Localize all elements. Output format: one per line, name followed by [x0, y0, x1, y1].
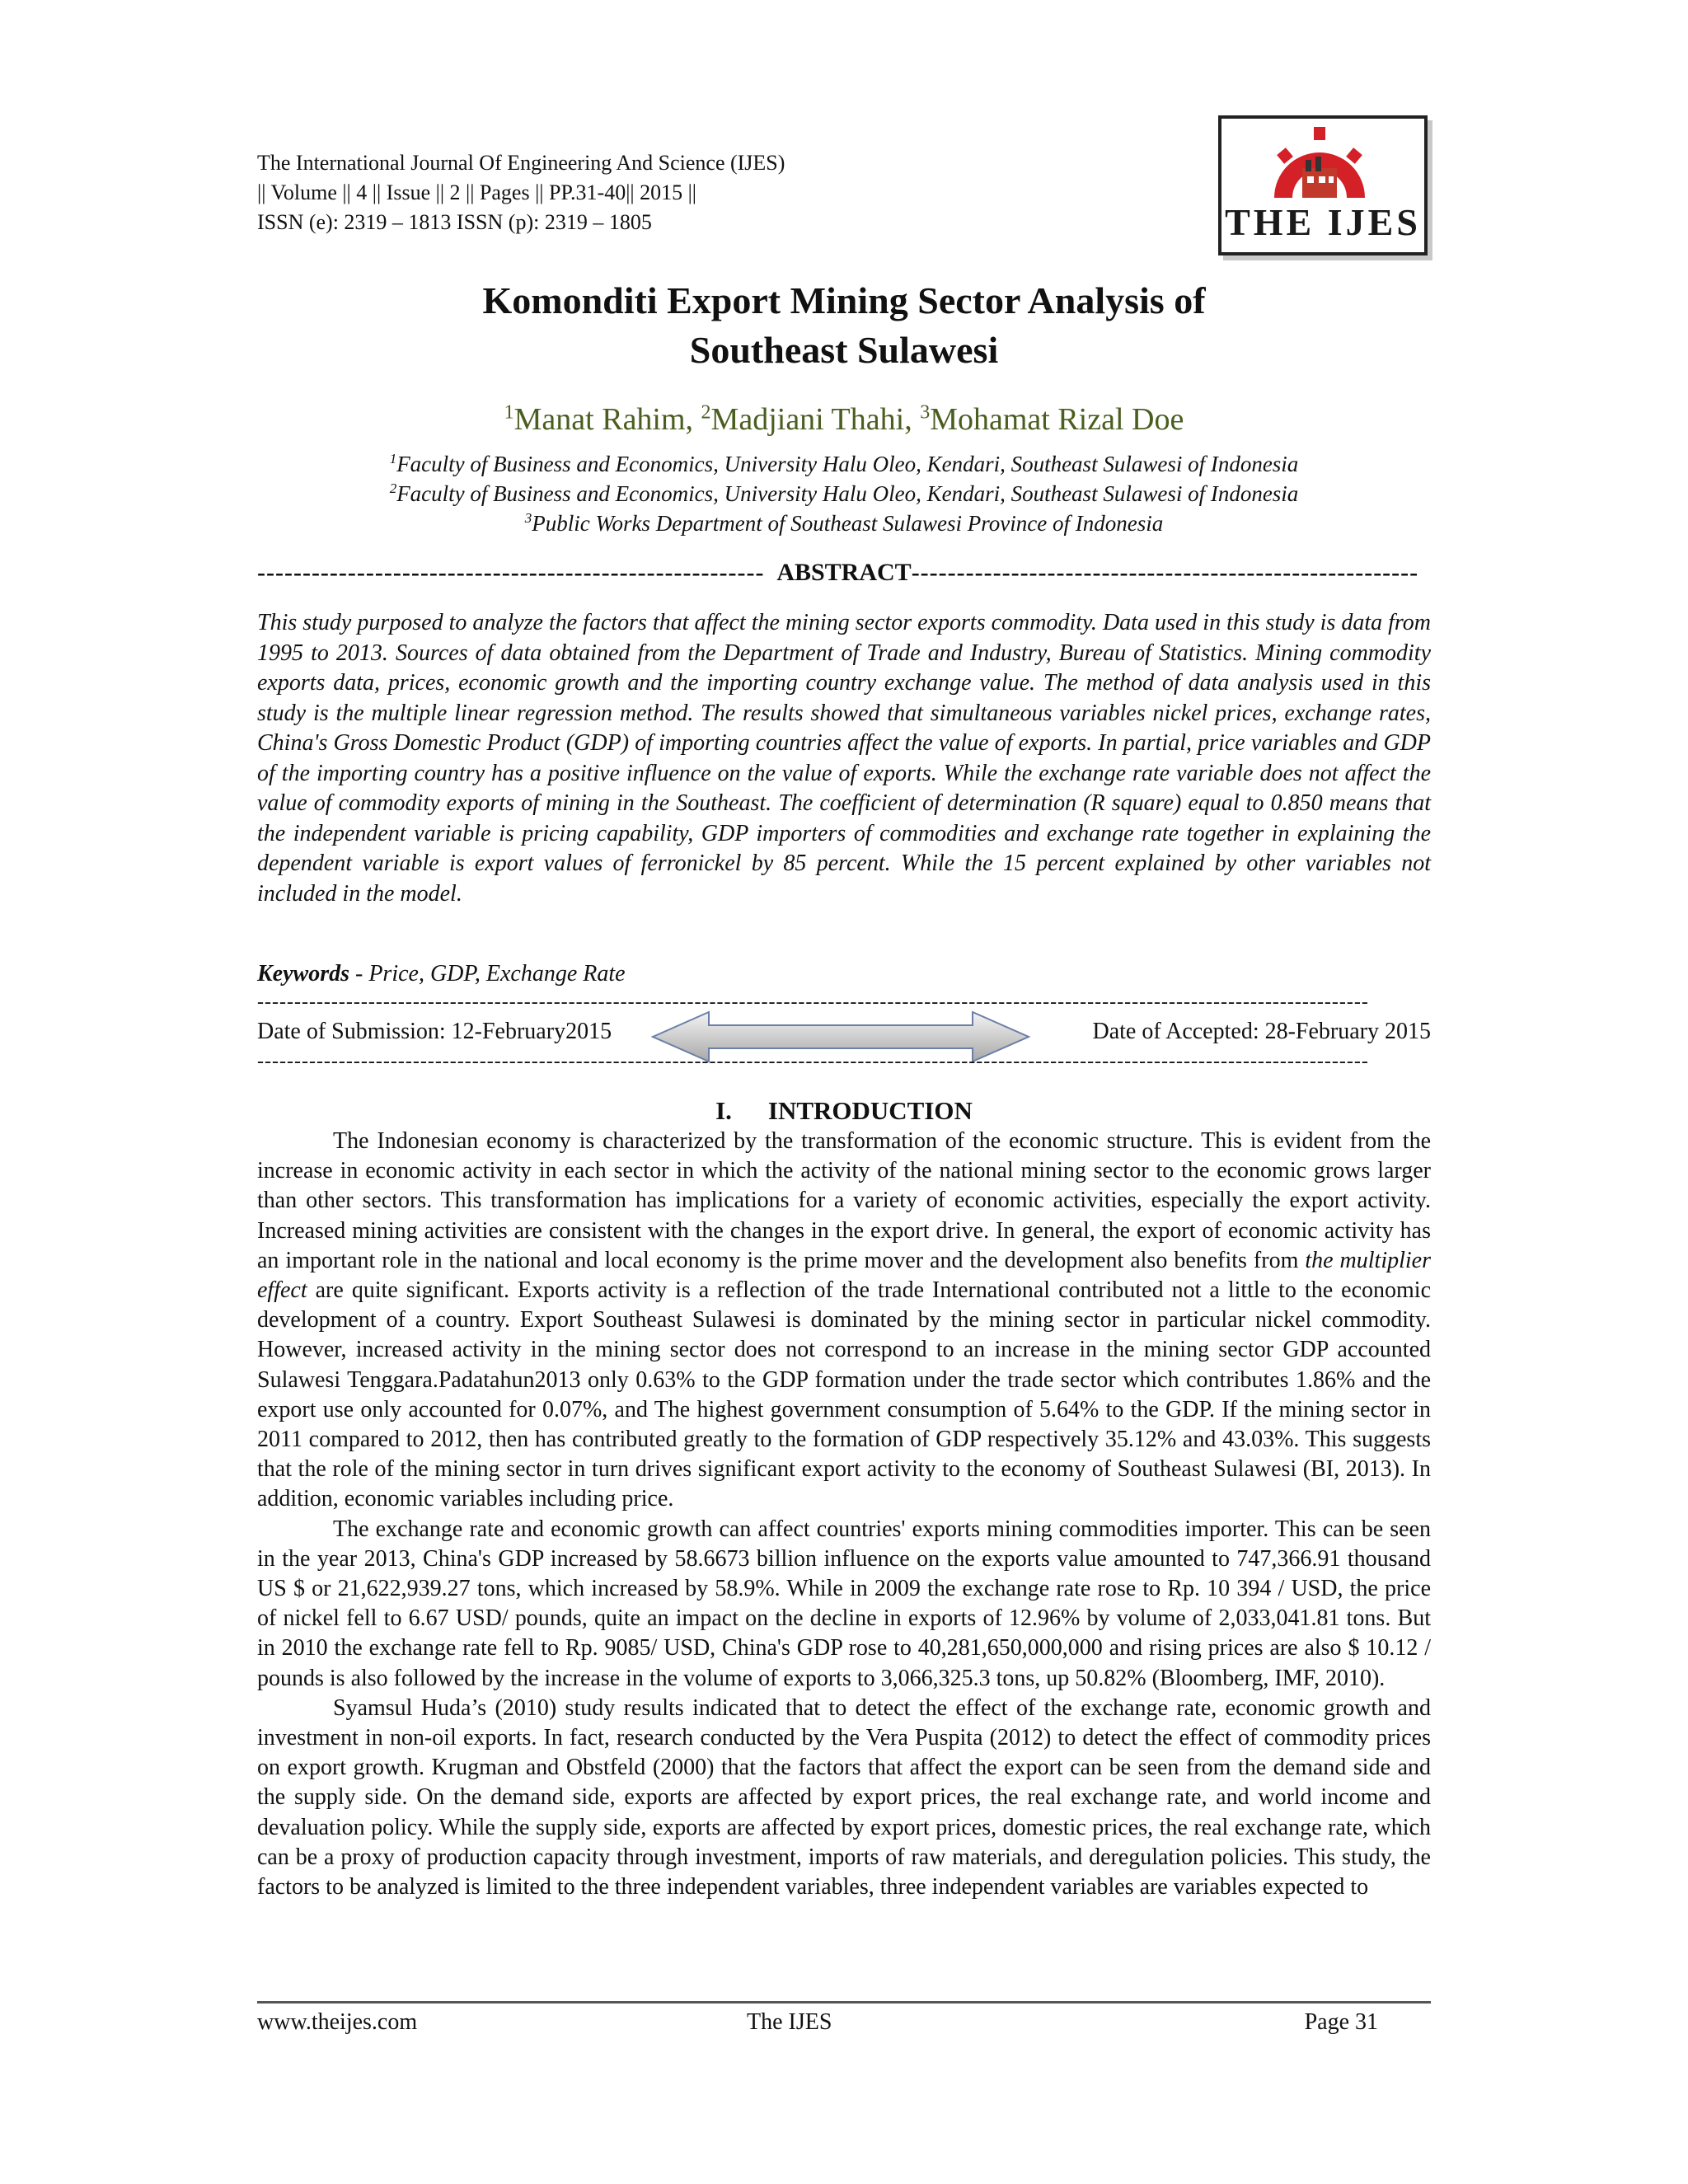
- keywords-text: - Price, GDP, Exchange Rate: [349, 961, 626, 987]
- affiliation-1-sup: 1: [389, 451, 397, 466]
- keywords-label: Keywords: [257, 961, 349, 987]
- paragraph-1: [257, 1127, 1431, 1515]
- paper-title: [0, 276, 1688, 375]
- date-submission: Date of Submission: 12-February2015: [257, 1019, 612, 1044]
- journal-issn: ISSN (e): 2319 – 1813 ISSN (p): 2319 – 1805: [257, 210, 652, 234]
- affiliation-3-sup: 3: [524, 510, 532, 526]
- section-number: I.: [715, 1096, 732, 1125]
- author-1-sup: 1: [504, 401, 514, 424]
- footer-page-number: Page 31: [1304, 2009, 1378, 2035]
- paragraph-1-part-1: The Indonesian economy is characterized by the transformation of the economic structure. This is evident from the increase in economic activity in each sector in which the activity of the national mining sector to the economic grows larger than other sectors. This transformation has implications for a variety of economic activities, especially the export activity. Increased mining activities are consistent with the changes in the export drive. In general, the export of economic activity has an important role in the national and local economy is the prime mover and the development also benefits from: [257, 1128, 1431, 1273]
- abstract-text: This study purposed to analyze the factors that affect the mining sector exports commodity. Data used in this study is data from 1995 to 2013. Sources of data obtained from the Department of Trade and Industry, Bureau of Statistics. Mining commodity exports data, prices, economic growth and the importing country exchange value. The method of data analysis used in this study is the multiple linear regression method. The results showed that simultaneous variables nickel prices, exchange rates, China's Gross Domestic Product (GDP) of importing countries affect the value of exports. In partial, price variables and GDP of the importing country has a positive influence on the value of exports. While the exchange rate variable does not affect the value of commodity exports of mining in the Southeast. The coefficient of determination (R square) equal to 0.850 means that the independent variable is pricing capability, GDP importers of commodities and exchange rate together in explaining the dependent variable is export values of ferronickel by 85 percent. While the 15 percent explained by other variables not included in the model.: [257, 610, 1431, 907]
- title-line-2: Southeast Sulawesi: [689, 329, 999, 371]
- keywords: [257, 961, 626, 987]
- authors: [0, 401, 1688, 438]
- gear-factory-icon: [1266, 125, 1373, 199]
- introduction-body: [257, 1127, 1431, 1902]
- separator-bottom: ------------------------------------------------------------------------------------------------------------------------------------------------------: [257, 1051, 1369, 1072]
- affiliation-3-text: Public Works Department of Southeast Sulawesi Province of Indonesia: [532, 511, 1164, 536]
- abstract-dashes-right: --------------------------------------------------------: [911, 559, 1419, 586]
- footer-rule: [257, 2001, 1431, 2004]
- author-3-name: Mohamat Rizal Doe: [930, 402, 1184, 437]
- affiliation-1: [0, 451, 1688, 477]
- date-accepted: Date of Accepted: 28-February 2015: [1092, 1019, 1431, 1044]
- journal-volume-info: || Volume || 4 || Issue || 2 || Pages || PP.31-40|| 2015 ||: [257, 180, 697, 204]
- journal-name: The International Journal Of Engineering And Science (IJES): [257, 151, 785, 175]
- affiliation-2: [0, 480, 1688, 507]
- section-heading: [0, 1096, 1688, 1126]
- title-line-1: Komonditi Export Mining Sector Analysis of: [482, 279, 1206, 321]
- affiliation-3: [0, 510, 1688, 537]
- footer-website: www.theijes.com: [257, 2009, 418, 2035]
- affiliation-2-sup: 2: [389, 480, 397, 496]
- affiliation-2-text: Faculty of Business and Economics, University Halu Oleo, Kendari, Southeast Sulawesi of Indonesia: [396, 481, 1299, 506]
- author-3-sup: 3: [920, 401, 931, 424]
- separator-top: ------------------------------------------------------------------------------------------------------------------------------------------------------: [257, 991, 1369, 1013]
- author-2-sup: 2: [701, 401, 711, 424]
- abstract-heading-row: [257, 559, 1431, 587]
- journal-header: [257, 148, 785, 237]
- footer-journal: The IJES: [747, 2009, 832, 2035]
- section-title: INTRODUCTION: [767, 1096, 973, 1125]
- logo-text: THE IJES: [1225, 201, 1421, 243]
- abstract-heading: ABSTRACT: [776, 559, 912, 586]
- author-2-name: Madjiani Thahi,: [710, 402, 921, 437]
- paragraph-1-part-2: are quite significant. Exports activity is a reflection of the trade International contributed not a little to the economic development of a country. Export Southeast Sulawesi is dominated by the mining sector in particular nickel commodity. However, increased activity in the mining sector does not correspond to an increase in the mining sector GDP accounted Sulawesi Tenggara.Padatahun2013 only 0.63% to the GDP formation under the trade sector which contributes 1.86% and the export use only accounted for 0.07%, and The highest government consumption of 5.64% to the GDP. If the mining sector in 2011 compared to 2012, then has contributed greatly to the formation of GDP respectively 35.12% and 43.03%. This suggests that the role of the mining sector in turn drives significant export activity to the economy of Southeast Sulawesi (BI, 2013). In addition, economic variables including price.: [257, 1277, 1431, 1512]
- abstract-dashes-left: --------------------------------------------------------: [257, 559, 765, 586]
- paragraph-2: The exchange rate and economic growth can affect countries' exports mining commodities importer. This can be seen in the year 2013, China's GDP increased by 58.6673 billion influence on the exports value amounted to 747,366.91 thousand US $ or 21,622,939.27 tons, which increased by 58.9%. While in 2009 the exchange rate rose to Rp. 10 394 / USD, the price of nickel fell to 6.67 USD/ pounds, quite an impact on the decline in exports of 12.96% by volume of 2,033,041.81 tons. But in 2010 the exchange rate fell to Rp. 9085/ USD, China's GDP rose to 40,281,650,000,000 and rising prices are also $ 10.12 / pounds is also followed by the increase in the volume of exports to 3,066,325.3 tons, up 50.82% (Bloomberg, IMF, 2010).: [257, 1516, 1431, 1691]
- paragraph-3: Syamsul Huda’s (2010) study results indicated that to detect the effect of the exchange rate, economic growth and investment in non-oil exports. In fact, research conducted by the Vera Puspita (2012) to detect the effect of commodity prices on export growth. Krugman and Obstfeld (2000) that the factors that affect the export can be seen from the demand side and the supply side. On the demand side, exports are affected by export prices, the real exchange rate, and world income and devaluation policy. While the supply side, exports are affected by export prices, domestic prices, the real exchange rate, which can be a proxy of production capacity through investment, imports of raw materials, and deregulation policies. This study, the factors to be analyzed is limited to the three independent variables, three independent variables are variables expected to: [257, 1694, 1431, 1900]
- ijes-logo: [1218, 115, 1428, 255]
- author-1-name: Manat Rahim,: [513, 402, 701, 437]
- affiliation-1-text: Faculty of Business and Economics, University Halu Oleo, Kendari, Southeast Sulawesi of Indonesia: [396, 452, 1299, 476]
- paragraph-1-italic: the multiplier effect: [257, 1247, 1431, 1304]
